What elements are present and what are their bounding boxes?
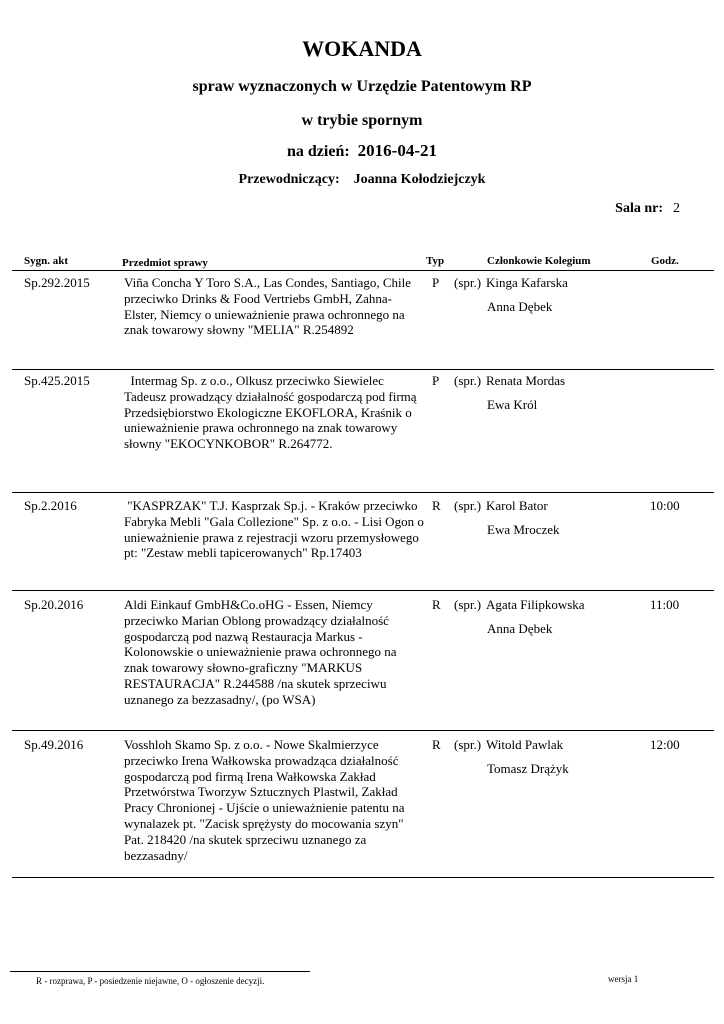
member-rapporteur: Witold Pawlak xyxy=(486,737,564,752)
member-rapporteur: Karol Bator xyxy=(486,498,548,513)
col-header-signature: Sygn. akt xyxy=(24,255,69,267)
col-header-members: Członkowie Kolegium xyxy=(487,255,591,267)
rapporteur-marker: (spr.) xyxy=(454,498,482,513)
member-second: Anna Dębek xyxy=(487,621,553,636)
case-subject: Viña Concha Y Toro S.A., Las Condes, Santiago, Chile przeciwko Drinks & Food Vertriebs GmbH, Zahna-Elster, Niemcy o unieważnienie prawa ochronnego na znak towarowy słowny "MELIA" R.254892 xyxy=(124,275,412,338)
rapporteur-marker: (spr.) xyxy=(454,597,482,612)
date-line xyxy=(0,141,724,161)
page-title: WOKANDA xyxy=(302,36,422,61)
case-type: R xyxy=(432,737,441,752)
case-type: P xyxy=(432,373,440,388)
member-second: Anna Dębek xyxy=(487,299,553,314)
case-signature: Sp.292.2015 xyxy=(24,275,90,290)
col-header-time: Godz. xyxy=(651,255,679,267)
case-time: 12:00 xyxy=(650,737,680,752)
table-header-divider xyxy=(12,270,714,271)
case-subject: Aldi Einkauf GmbH&Co.oHG - Essen, Niemcy przeciwko Marian Oblong prowadzący działalność gospodarczą pod nazwą Restauracja Markus - Kolonowskie o unieważnienie prawa ochronnego na znak towarowy słowno-graficzny "MARKUS RESTAURACJA" R.244588 /na skutek sprzeciwu uznanego za bezzasadny/, (po WSA) xyxy=(124,597,397,707)
chair-name: Joanna Kołodziejczyk xyxy=(353,172,486,187)
proceeding-mode: w trybie spornym xyxy=(301,112,423,129)
member-second: Ewa Mroczek xyxy=(487,522,560,537)
case-subject: "KASPRZAK" T.J. Kasprzak Sp.j. - Kraków przeciwko Fabryka Mebli "Gala Collezione" Sp. z o.o. - Lisi Ogon o unieważnienie prawa z rejestracji wzoru przemysłowego pt: "Zestaw mebli tapicerowanych" Rp.17403 xyxy=(124,498,428,561)
footer-divider xyxy=(10,971,310,972)
case-type: R xyxy=(432,597,441,612)
case-signature: Sp.20.2016 xyxy=(24,597,84,612)
member-second: Tomasz Drążyk xyxy=(487,761,569,776)
rapporteur-marker: (spr.) xyxy=(454,373,482,388)
chair-label: Przewodniczący: xyxy=(238,172,340,187)
room-label: Sala nr: xyxy=(615,201,663,216)
case-signature: Sp.425.2015 xyxy=(24,373,90,388)
case-subject: Vosshloh Skamo Sp. z o.o. - Nowe Skalmierzyce przeciwko Irena Wałkowska prowadząca działalność gospodarczą pod firmą Irena Wałkowska Zakład Przetwórstwa Tworzyw Sztucznych Plastwil, Zakład Pracy Chronionej - Ujście o unieważnienie patentu na wynalazek pt. "Zacisk sprężysty do mocowania szyn" Pat. 218420 /na skutek sprzeciwu uznanego za bezzasadny/ xyxy=(124,737,405,863)
rapporteur-marker: (spr.) xyxy=(454,737,482,752)
room-value: 2 xyxy=(673,201,680,216)
col-header-subject: Przedmiot sprawy xyxy=(122,257,208,269)
rapporteur-marker: (spr.) xyxy=(454,275,482,290)
case-signature: Sp.2.2016 xyxy=(24,498,77,513)
member-rapporteur: Renata Mordas xyxy=(486,373,566,388)
case-subject: Intermag Sp. z o.o., Olkusz przeciwko Siewielec Tadeusz prowadzący działalność gospodarczą pod firmą Przedsiębiorstwo Ekologiczne EKOFLORA, Kraśnik o unieważnienie prawa ochronnego na znak towarowy słowny "EKOCYNKOBOR" R.264772. xyxy=(124,373,420,452)
row-divider xyxy=(12,730,714,731)
case-time: 10:00 xyxy=(650,498,680,513)
footer-legend: R - rozprawa, P - posiedzenie niejawne, O - ogłoszenie decyzji. xyxy=(36,976,265,986)
row-divider xyxy=(12,877,714,878)
member-rapporteur: Agata Filipkowska xyxy=(486,597,585,612)
row-divider xyxy=(12,590,714,591)
case-time: 11:00 xyxy=(650,597,680,612)
member-second: Ewa Król xyxy=(487,397,538,412)
member-rapporteur: Kinga Kafarska xyxy=(486,275,568,290)
date-label: na dzień: xyxy=(287,143,350,160)
col-header-type: Typ xyxy=(426,255,445,267)
room-info xyxy=(615,201,680,217)
case-signature: Sp.49.2016 xyxy=(24,737,84,752)
page-subtitle: spraw wyznaczonych w Urzędzie Patentowym RP xyxy=(192,78,532,95)
date-value: 2016-04-21 xyxy=(357,141,437,160)
row-divider xyxy=(12,492,714,493)
row-divider xyxy=(12,369,714,370)
document-version: wersja 1 xyxy=(608,974,639,984)
chair-line xyxy=(0,172,724,188)
case-type: P xyxy=(432,275,440,290)
case-type: R xyxy=(432,498,441,513)
